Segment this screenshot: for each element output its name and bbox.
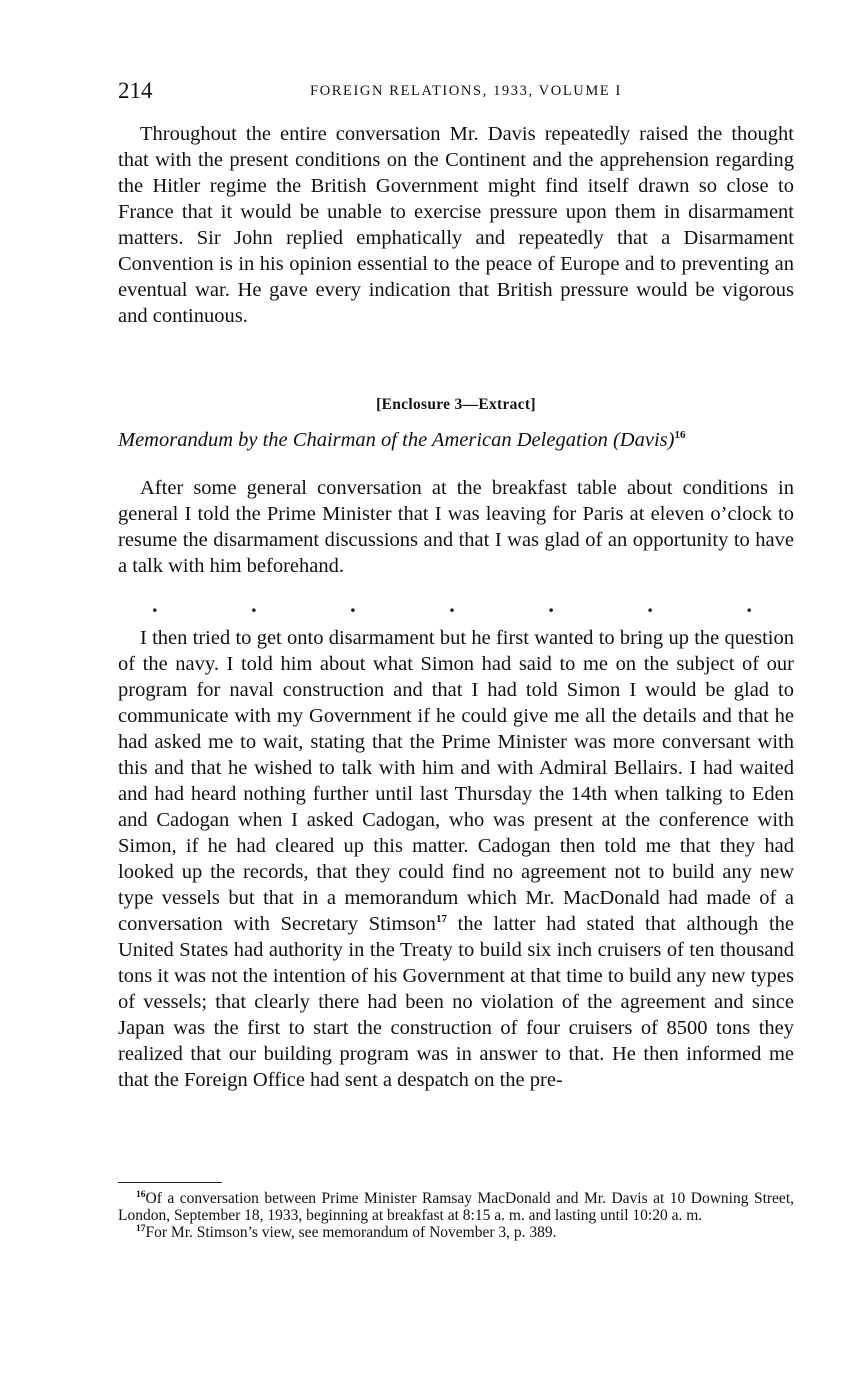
- running-head: FOREIGN RELATIONS, 1933, VOLUME I: [310, 83, 622, 99]
- paragraph-3: [118, 625, 794, 1093]
- footnote-17-text: For Mr. Stimson’s view, see memorandum of November 3, p. 389.: [145, 1224, 557, 1241]
- footnote-ref-16: 16: [674, 429, 686, 442]
- ellipsis-dot: .: [350, 592, 356, 617]
- footnotes: [118, 1190, 794, 1241]
- footnote-16-number: 16: [136, 1189, 146, 1200]
- ellipsis-dot: .: [251, 592, 257, 617]
- memorandum-title-paren: (Davis): [612, 429, 675, 451]
- paragraph-1: Throughout the entire conversation Mr. Davis repeatedly raised the thought that with the present conditions on the Continent and the apprehension regarding the Hitler regime the British Government might find itself drawn so close to France that it would be unable to exercise pressure upon them in disarmament matters. Sir John replied emphatically and repeatedly that a Disarmament Convention is in his opinion essential to the peace of Europe and to preventing an eventual war. He gave every indication that British pressure would be vigorous and continuous.: [118, 123, 794, 327]
- footnote-16-text: Of a conversation between Prime Minister Ramsay MacDonald and Mr. Davis at 10 Downing Street, London, September 18, 1933, beginning at breakfast at 8:15 a. m. and lasting until 10:20 a. m.: [118, 1190, 794, 1224]
- page-header: [118, 78, 794, 104]
- paragraph-3-part-1: I then tried to get onto disarmament but he first wanted to bring up the question of the navy. I told him about what Simon had said to me on the subject of our program for naval construction and that I had told Simon I would be glad to communicate with my Government if he could give me all the details and that he had asked me to wait, stating that the Prime Minister was more conversant with this and that he wished to talk with him and with Admiral Bellairs. I had waited and had heard nothing further until last Thursday the 14th when talking to Eden and Cadogan when I asked Cadogan, who was present at the conference with Simon, if he had cleared up this matter. Cadogan then told me that they had looked up the records, that they could find no agreement not to build any new type vessels but that in a memorandum which Mr. MacDonald had made of a conversation with Secretary Stimson: [118, 627, 794, 935]
- paragraph-2: After some general conversation at the breakfast table about conditions in general I told the Prime Minister that I was leaving for Paris at eleven o’clock to resume the disarmament discussions and that I was glad of an opportunity to have a talk with him beforehand.: [118, 477, 794, 577]
- ellipsis-dot: .: [746, 592, 752, 617]
- ellipsis-dot: .: [548, 592, 554, 617]
- footnote-17-number: 17: [136, 1223, 146, 1234]
- ellipsis-row: [152, 592, 752, 618]
- footnote-divider: [118, 1182, 222, 1183]
- memorandum-title: [118, 429, 794, 452]
- ellipsis-dot: .: [152, 592, 158, 617]
- memorandum-title-text: Memorandum by the Chairman of the American Delegation: [118, 429, 608, 451]
- page-number: 214: [118, 78, 153, 103]
- footnote-ref-17: 17: [435, 913, 447, 926]
- footnote-16: [118, 1190, 794, 1224]
- ellipsis-dot: .: [647, 592, 653, 617]
- paragraph-3-part-2: the latter had stated that although the United States had authority in the Treaty to build six inch cruisers of ten thousand tons it was not the intention of his Government at that time to build any new types of vessels; that clearly there had been no violation of the agreement and since Japan was the first to start the construction of four cruisers of 8500 tons they realized that our building program was in answer to that. He then informed me that the Foreign Office had sent a despatch on the pre-: [118, 913, 794, 1091]
- enclosure-label: [Enclosure 3—Extract]: [376, 396, 536, 413]
- footnote-17: [118, 1224, 794, 1241]
- ellipsis-dot: .: [449, 592, 455, 617]
